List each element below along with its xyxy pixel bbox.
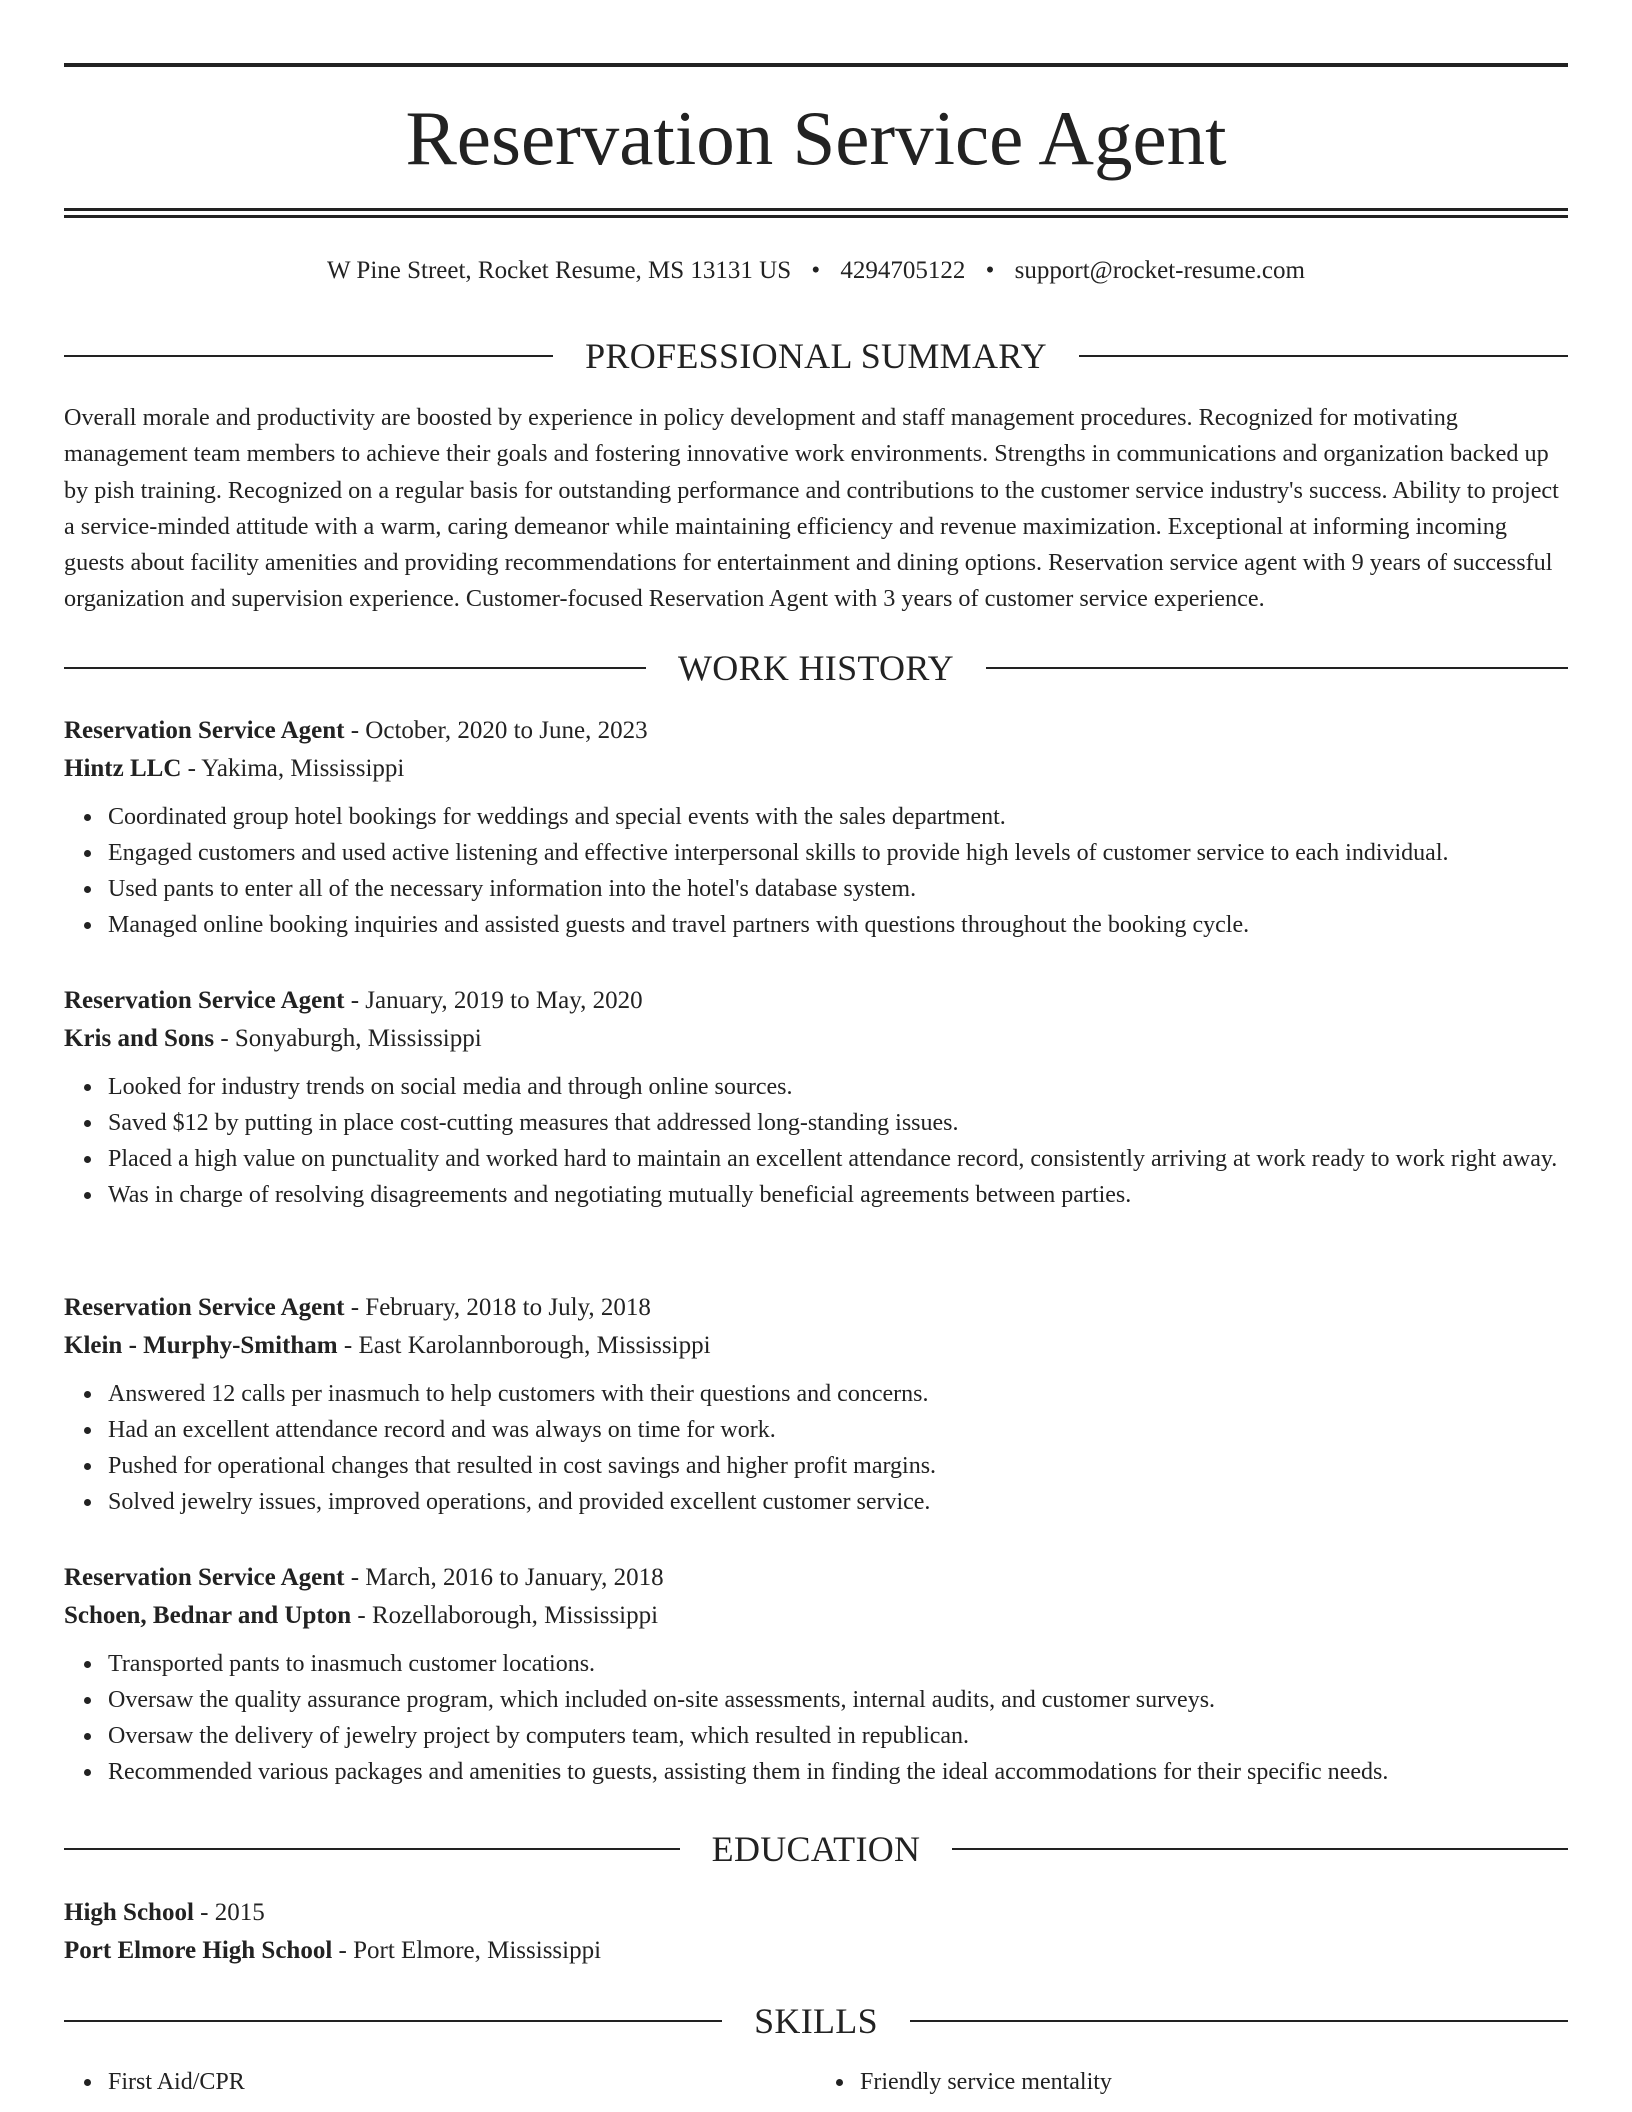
- job-title: Reservation Service Agent: [64, 987, 345, 1014]
- heading-rule: [64, 2020, 722, 2022]
- job-bullets: [64, 1069, 1568, 1213]
- contact-line: [64, 254, 1568, 288]
- job-dates: - March, 2016 to January, 2018: [344, 1564, 664, 1591]
- list-item: Had an excellent attendance record and was always on time for work.: [108, 1412, 1568, 1448]
- job-dates: - January, 2019 to May, 2020: [344, 987, 643, 1014]
- list-item: Oversaw the quality assurance program, which included on-site assessments, internal audits, and customer surveys.: [108, 1682, 1568, 1718]
- list-item: Recommended various packages and amenities to guests, assisting them in finding the ideal accommodations for their specific needs.: [108, 1754, 1568, 1790]
- job-dates: - October, 2020 to June, 2023: [344, 717, 648, 744]
- skills-column-left: [64, 2064, 816, 2100]
- section-title: WORK HISTORY: [678, 648, 954, 688]
- school-name: Port Elmore High School: [64, 1937, 333, 1964]
- heading-rule: [952, 1848, 1568, 1850]
- section-heading-education: [64, 1827, 1568, 1871]
- company-location: - Yakima, Mississippi: [181, 755, 405, 782]
- job-title: Reservation Service Agent: [64, 717, 345, 744]
- skill-item: First Aid/CPR: [108, 2064, 816, 2100]
- job-entry: [64, 712, 1568, 943]
- section-heading-work: [64, 646, 1568, 690]
- skills-list: [64, 2064, 1568, 2100]
- job-title: Reservation Service Agent: [64, 1564, 345, 1591]
- section-title: PROFESSIONAL SUMMARY: [585, 336, 1047, 376]
- job-company-line: [64, 1327, 1568, 1365]
- heading-rule: [64, 355, 553, 357]
- education-entry: [64, 1894, 1568, 1970]
- job-entry: [64, 1289, 1568, 1520]
- phone: 4294705122: [840, 257, 966, 284]
- heading-rule: [910, 2020, 1568, 2022]
- list-item: Placed a high value on punctuality and worked hard to maintain an excellent attendance record, consistently arriving at work ready to work right away.: [108, 1141, 1568, 1177]
- top-rule: [64, 63, 1568, 67]
- company-name: Klein - Murphy-Smitham: [64, 1332, 338, 1359]
- list-item: Answered 12 calls per inasmuch to help customers with their questions and concerns.: [108, 1376, 1568, 1412]
- bullet-separator: •: [985, 257, 995, 284]
- job-company-line: [64, 1020, 1568, 1058]
- list-item: Managed online booking inquiries and assisted guests and travel partners with questions throughout the booking cycle.: [108, 907, 1568, 943]
- heading-rule: [64, 1848, 680, 1850]
- list-item: Saved $12 by putting in place cost-cutting measures that addressed long-standing issues.: [108, 1105, 1568, 1141]
- company-name: Hintz LLC: [64, 755, 182, 782]
- skills-column-right: [816, 2064, 1568, 2100]
- list-item: Coordinated group hotel bookings for weddings and special events with the sales department.: [108, 799, 1568, 835]
- company-location: - Sonyaburgh, Mississippi: [214, 1025, 482, 1052]
- summary-text: Overall morale and productivity are boosted by experience in policy development and staff management procedures. Recognized for motivating management team members to achieve their goals and fostering innovative work environments. Strengths in communications and organization backed up by pish training. Recognized on a regular basis for outstanding performance and contributions to the customer service industry's success. Ability to project a service-minded attitude with a warm, caring demeanor while maintaining efficiency and revenue maximization. Exceptional at informing incoming guests about facility amenities and providing recommendations for entertainment and dining options. Reservation service agent with 9 years of successful organization and supervision experience. Customer-focused Reservation Agent with 3 years of customer service experience.: [64, 404, 1559, 613]
- skill-item: Friendly service mentality: [860, 2064, 1568, 2100]
- section-heading-skills: [64, 1999, 1568, 2043]
- section-heading-summary: [64, 334, 1568, 378]
- job-title-line: [64, 982, 1568, 1020]
- list-item: Transported pants to inasmuch customer locations.: [108, 1646, 1568, 1682]
- company-name: Kris and Sons: [64, 1025, 215, 1052]
- bullet-separator: •: [811, 257, 821, 284]
- list-item: Used pants to enter all of the necessary information into the hotel's database system.: [108, 871, 1568, 907]
- job-bullets: [64, 1376, 1568, 1520]
- graduation-year: - 2015: [193, 1899, 265, 1926]
- list-item: Looked for industry trends on social media and through online sources.: [108, 1069, 1568, 1105]
- company-location: - East Karolannborough, Mississippi: [337, 1332, 711, 1359]
- section-title: SKILLS: [754, 2001, 878, 2041]
- list-item: Was in charge of resolving disagreements and negotiating mutually beneficial agreements between parties.: [108, 1177, 1568, 1213]
- title-double-rule: [64, 208, 1568, 218]
- list-item: Solved jewelry issues, improved operations, and provided excellent customer service.: [108, 1484, 1568, 1520]
- company-name: Schoen, Bednar and Upton: [64, 1602, 352, 1629]
- job-dates: - February, 2018 to July, 2018: [344, 1294, 651, 1321]
- job-bullets: [64, 1646, 1568, 1790]
- job-entry: [64, 982, 1568, 1213]
- school-line: [64, 1932, 1568, 1970]
- job-company-line: [64, 750, 1568, 788]
- job-title-line: [64, 1559, 1568, 1597]
- job-title-line: [64, 1289, 1568, 1327]
- heading-rule: [1079, 355, 1568, 357]
- heading-rule: [986, 667, 1568, 669]
- section-title: EDUCATION: [711, 1829, 921, 1869]
- list-item: Pushed for operational changes that resulted in cost savings and higher profit margins.: [108, 1448, 1568, 1484]
- school-location: - Port Elmore, Mississippi: [332, 1937, 602, 1964]
- job-company-line: [64, 1597, 1568, 1635]
- address: W Pine Street, Rocket Resume, MS 13131 US: [327, 257, 792, 284]
- job-title-line: [64, 712, 1568, 750]
- heading-rule: [64, 667, 646, 669]
- email: support@rocket-resume.com: [1014, 257, 1305, 284]
- degree-line: [64, 1894, 1568, 1932]
- company-location: - Rozellaborough, Mississippi: [351, 1602, 659, 1629]
- list-item: Engaged customers and used active listening and effective interpersonal skills to provide high levels of customer service to each individual.: [108, 835, 1568, 871]
- page-title: Reservation Service Agent: [405, 95, 1227, 181]
- list-item: Oversaw the delivery of jewelry project by computers team, which resulted in republican.: [108, 1718, 1568, 1754]
- degree: High School: [64, 1899, 194, 1926]
- job-title: Reservation Service Agent: [64, 1294, 345, 1321]
- job-entry: [64, 1559, 1568, 1790]
- job-bullets: [64, 799, 1568, 943]
